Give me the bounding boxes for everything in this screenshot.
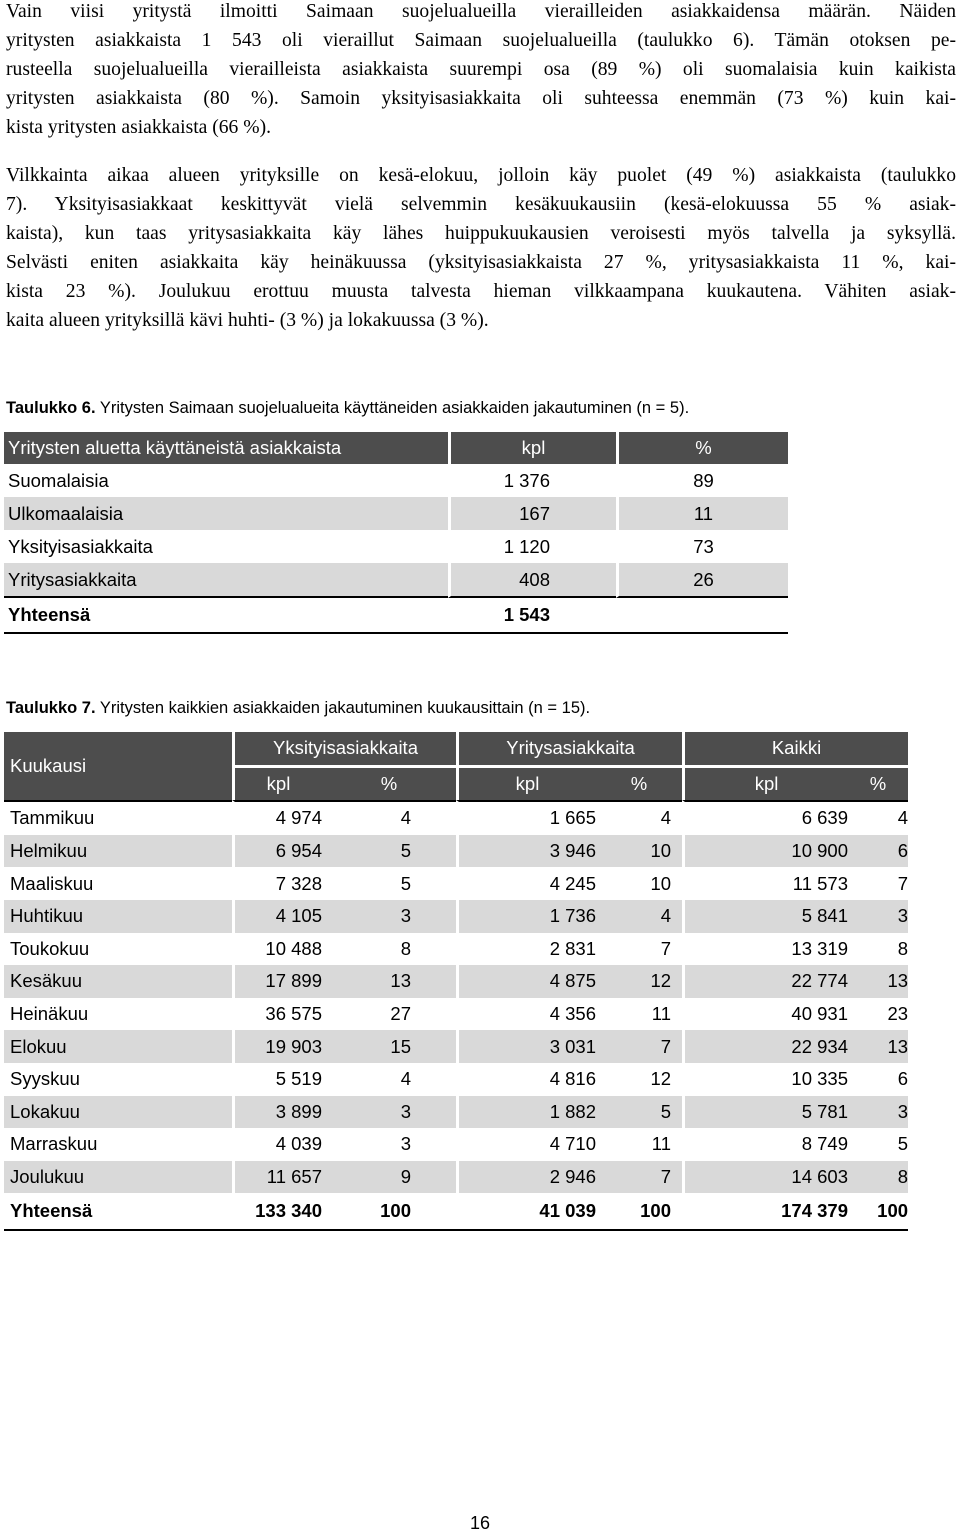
table7-cell: 19 903 bbox=[232, 1030, 322, 1063]
table7 bbox=[4, 732, 908, 1231]
table7-subheader: % bbox=[848, 765, 908, 801]
table6-total-percent bbox=[616, 598, 788, 634]
table7-cell: 3 899 bbox=[232, 1096, 322, 1129]
table7-cell: 5 bbox=[400, 872, 411, 894]
table7-cell: 8 bbox=[400, 937, 411, 959]
table7-header-row bbox=[4, 732, 908, 765]
table7-cell: 4 bbox=[400, 1068, 411, 1090]
table7-cell: 11 657 bbox=[232, 1161, 322, 1194]
table7-cell: 22 774 bbox=[682, 965, 848, 998]
table7-cell: 5 bbox=[660, 1100, 672, 1122]
table6-cell: Ulkomaalaisia bbox=[8, 502, 124, 524]
table7-month-cell: Helmikuu bbox=[10, 840, 88, 862]
text-line: yritysten asiakkaista 1 543 oli vieraillut Saimaan suojelualueilla (taulukko 6). Tämän otoksen pe- bbox=[6, 30, 956, 51]
table7-cell: 2 831 bbox=[456, 933, 596, 966]
table7-cell: 14 603 bbox=[682, 1161, 848, 1194]
table7-month-cell: Maaliskuu bbox=[10, 872, 94, 894]
table7-cell: 6 954 bbox=[232, 835, 322, 868]
table7-month-cell: Lokakuu bbox=[10, 1100, 80, 1122]
table7-cell: 12 bbox=[650, 1068, 672, 1090]
table-row bbox=[4, 933, 908, 966]
table7-cell: 11 bbox=[651, 1133, 672, 1155]
table6-cell: 408 bbox=[448, 563, 616, 598]
table6-cell: 11 bbox=[616, 497, 788, 530]
table7-cell: 4 875 bbox=[456, 965, 596, 998]
table7-cell: 5 841 bbox=[682, 900, 848, 933]
table7-cell: 11 bbox=[651, 1003, 672, 1025]
table7-cell: 10 335 bbox=[682, 1063, 848, 1096]
table7-cell: 10 bbox=[650, 840, 672, 862]
paragraph-1 bbox=[6, 0, 956, 142]
table7-total-label: Yhteensä bbox=[4, 1193, 232, 1231]
table7-cell: 7 bbox=[660, 937, 672, 959]
table7-header-group: Yksityisasiakkaita bbox=[232, 732, 456, 765]
table6-header-row bbox=[4, 432, 788, 464]
table7-cell: 3 bbox=[400, 1100, 411, 1122]
table6-cell: Yritysasiakkaita bbox=[4, 563, 448, 598]
table6-total-row bbox=[4, 598, 788, 634]
table6-cell: 167 bbox=[448, 497, 616, 530]
table7-subheader: % bbox=[322, 765, 456, 801]
text-line: Vilkkainta aikaa alueen yrityksille on kesä-elokuu, jolloin käy puolet (49 %) asiakkaista (taulukko bbox=[6, 165, 956, 186]
table7-cell: 8 bbox=[897, 937, 909, 959]
table7-cell: 17 899 bbox=[232, 965, 322, 998]
table6-total-label: Yhteensä bbox=[4, 598, 448, 634]
table7-cell: 4 974 bbox=[232, 800, 322, 835]
table7-cell: 27 bbox=[390, 1003, 411, 1025]
table7-cell: 11 573 bbox=[682, 867, 848, 900]
text-line: kaita alueen yrityksillä kävi huhti- (3 %) ja lokakuussa (3 %). bbox=[6, 310, 489, 331]
table7-cell: 7 bbox=[660, 1166, 672, 1188]
table7-header-group: Kaikki bbox=[682, 732, 908, 765]
text-line: 7). Yksityisasiakkaat keskittyvät vielä selvemmin kesäkuukausiin (kesä-elokuussa 55 % asiak- bbox=[6, 194, 956, 215]
table7-cell: 12 bbox=[650, 970, 672, 992]
table-row bbox=[4, 1030, 908, 1063]
text-line: yritysten asiakkaista (80 %). Samoin yksityisasiakkaita oli suhteessa enemmän (73 %) kuin kai- bbox=[6, 88, 956, 109]
text-line: Selvästi eniten asiakkaita käy heinäkuussa (yksityisasiakkaista 27 %, yritysasiakkaista 11 %, kai- bbox=[6, 252, 956, 273]
table7-cell: 4 039 bbox=[232, 1128, 322, 1161]
table7-cell: 1 736 bbox=[456, 900, 596, 933]
table7-cell: 2 946 bbox=[456, 1161, 596, 1194]
table6-header-percent: % bbox=[616, 432, 788, 464]
table7-cell: 13 bbox=[887, 1035, 909, 1057]
table-row bbox=[4, 1128, 908, 1161]
table-row bbox=[4, 464, 788, 497]
table7-cell: 6 bbox=[897, 840, 909, 862]
table7-month-cell: Marraskuu bbox=[10, 1133, 98, 1155]
page-number: 16 bbox=[469, 1513, 491, 1533]
table-row bbox=[4, 867, 908, 900]
table6-cell: 1 376 bbox=[448, 464, 616, 497]
table7-cell: 4 bbox=[322, 800, 456, 835]
table7-cell: 8 bbox=[897, 1166, 909, 1188]
table-row bbox=[4, 835, 908, 868]
text-line: kista yritysten asiakkaista (66 %). bbox=[6, 117, 271, 138]
table7-cell: 5 781 bbox=[682, 1096, 848, 1129]
table7-month-cell: Syyskuu bbox=[10, 1068, 80, 1090]
table7-total-cell: 174 379 bbox=[682, 1193, 848, 1231]
table7-total-cell: 100 bbox=[848, 1193, 908, 1231]
table7-cell: 4 356 bbox=[456, 998, 596, 1031]
table6 bbox=[4, 432, 788, 634]
table7-cell: 1 882 bbox=[456, 1096, 596, 1129]
table7-cell: 9 bbox=[400, 1166, 411, 1188]
table7-cell: 40 931 bbox=[682, 998, 848, 1031]
table7-cell: 4 bbox=[596, 800, 682, 835]
table7-month-cell: Tammikuu bbox=[4, 800, 232, 835]
table7-cell: 3 bbox=[897, 905, 909, 927]
table7-month-cell: Toukokuu bbox=[10, 937, 90, 959]
text-line: kaista), kun taas yritysasiakkaita käy lähes huippukuukausien veroisesti myös talvella ja syksyllä. bbox=[6, 223, 956, 244]
table-row bbox=[4, 800, 908, 835]
table7-cell: 13 bbox=[390, 970, 411, 992]
table7-month-cell: Huhtikuu bbox=[10, 905, 84, 927]
text-line: kista 23 %). Joulukuu erottuu muusta talvesta hieman vilkkaampana kuukautena. Vähiten asiak- bbox=[6, 281, 956, 302]
table-row bbox=[4, 900, 908, 933]
table7-subheader: kpl bbox=[456, 765, 596, 801]
table7-cell: 7 bbox=[897, 872, 909, 894]
table-row bbox=[4, 563, 788, 598]
table7-cell: 10 bbox=[650, 872, 672, 894]
table6-caption bbox=[6, 398, 689, 418]
table7-total-cell: 100 bbox=[322, 1193, 456, 1231]
table7-subheader: kpl bbox=[682, 765, 848, 801]
table7-cell: 3 bbox=[897, 1100, 909, 1122]
table7-month-cell: Heinäkuu bbox=[10, 1003, 89, 1025]
table6-cell: 1 120 bbox=[448, 530, 616, 563]
table7-cell: 7 bbox=[660, 1035, 672, 1057]
table7-cell: 7 328 bbox=[232, 867, 322, 900]
table7-subheader: % bbox=[596, 765, 682, 801]
table7-total-row bbox=[4, 1193, 908, 1231]
table6-cell: 73 bbox=[616, 530, 788, 563]
table7-total-cell: 133 340 bbox=[232, 1193, 322, 1231]
table7-cell: 22 934 bbox=[682, 1030, 848, 1063]
table6-caption-label: Taulukko 6. bbox=[6, 399, 96, 417]
table7-cell: 3 bbox=[400, 905, 411, 927]
table7-cell: 4 bbox=[660, 905, 672, 927]
table-row bbox=[4, 1161, 908, 1194]
table7-cell: 4 bbox=[848, 800, 908, 835]
table7-cell: 4 816 bbox=[456, 1063, 596, 1096]
table7-month-cell: Joulukuu bbox=[10, 1166, 85, 1188]
table-row bbox=[4, 998, 908, 1031]
text-line: rusteella suojelualueilla vierailleista asiakkaista suurempi osa (89 %) oli suomalaisia kuin kaikista bbox=[6, 59, 956, 80]
table-row bbox=[4, 1096, 908, 1129]
table7-caption-label: Taulukko 7. bbox=[6, 699, 96, 717]
table7-subheader: kpl bbox=[232, 765, 322, 801]
table6-caption-text: Yritysten Saimaan suojelualueita käyttäneiden asiakkaiden jakautuminen (n = 5). bbox=[95, 399, 690, 417]
table7-cell: 6 bbox=[897, 1068, 909, 1090]
table6-cell: 89 bbox=[616, 464, 788, 497]
table7-cell: 10 488 bbox=[232, 933, 322, 966]
table7-cell: 13 bbox=[887, 970, 909, 992]
table7-total-cell: 41 039 bbox=[456, 1193, 596, 1231]
table6-header-kpl: kpl bbox=[448, 432, 616, 464]
table-row bbox=[4, 965, 908, 998]
table7-cell: 23 bbox=[887, 1003, 909, 1025]
table7-cell: 36 575 bbox=[232, 998, 322, 1031]
table7-month-cell: Elokuu bbox=[10, 1035, 67, 1057]
table-row bbox=[4, 530, 788, 563]
text-line: Vain viisi yritystä ilmoitti Saimaan suojelualueilla vierailleiden asiakkaidensa määrän. Näiden bbox=[6, 1, 956, 22]
paragraph-2 bbox=[6, 161, 956, 335]
table7-cell: 5 519 bbox=[232, 1063, 322, 1096]
table7-cell: 3 031 bbox=[456, 1030, 596, 1063]
table7-cell: 4 245 bbox=[456, 867, 596, 900]
table7-cell: 6 639 bbox=[682, 800, 848, 835]
table-row bbox=[4, 497, 788, 530]
table7-cell: 1 665 bbox=[456, 800, 596, 835]
table7-cell: 13 319 bbox=[682, 933, 848, 966]
table7-header-group: Yritysasiakkaita bbox=[456, 732, 682, 765]
table6-cell: Suomalaisia bbox=[8, 469, 109, 491]
table7-month-cell: Kesäkuu bbox=[10, 970, 82, 992]
table7-cell: 4 710 bbox=[456, 1128, 596, 1161]
table6-header-label: Yritysten aluetta käyttäneistä asiakkaista bbox=[4, 432, 448, 464]
table7-cell: 5 bbox=[897, 1133, 909, 1155]
table6-cell: Yksityisasiakkaita bbox=[8, 535, 153, 557]
table7-cell: 3 946 bbox=[456, 835, 596, 868]
table7-total-cell: 100 bbox=[596, 1193, 682, 1231]
table6-total-kpl: 1 543 bbox=[448, 598, 616, 634]
table7-cell: 10 900 bbox=[682, 835, 848, 868]
table7-cell: 5 bbox=[400, 840, 411, 862]
table-row bbox=[4, 1063, 908, 1096]
table7-caption bbox=[6, 698, 590, 718]
table7-cell: 15 bbox=[390, 1035, 411, 1057]
table7-cell: 4 105 bbox=[232, 900, 322, 933]
table7-header-month: Kuukausi bbox=[4, 732, 232, 800]
table6-cell: 26 bbox=[616, 563, 788, 598]
table7-cell: 3 bbox=[400, 1133, 411, 1155]
table7-caption-text: Yritysten kaikkien asiakkaiden jakautuminen kuukausittain (n = 15). bbox=[95, 699, 591, 717]
table7-cell: 8 749 bbox=[682, 1128, 848, 1161]
